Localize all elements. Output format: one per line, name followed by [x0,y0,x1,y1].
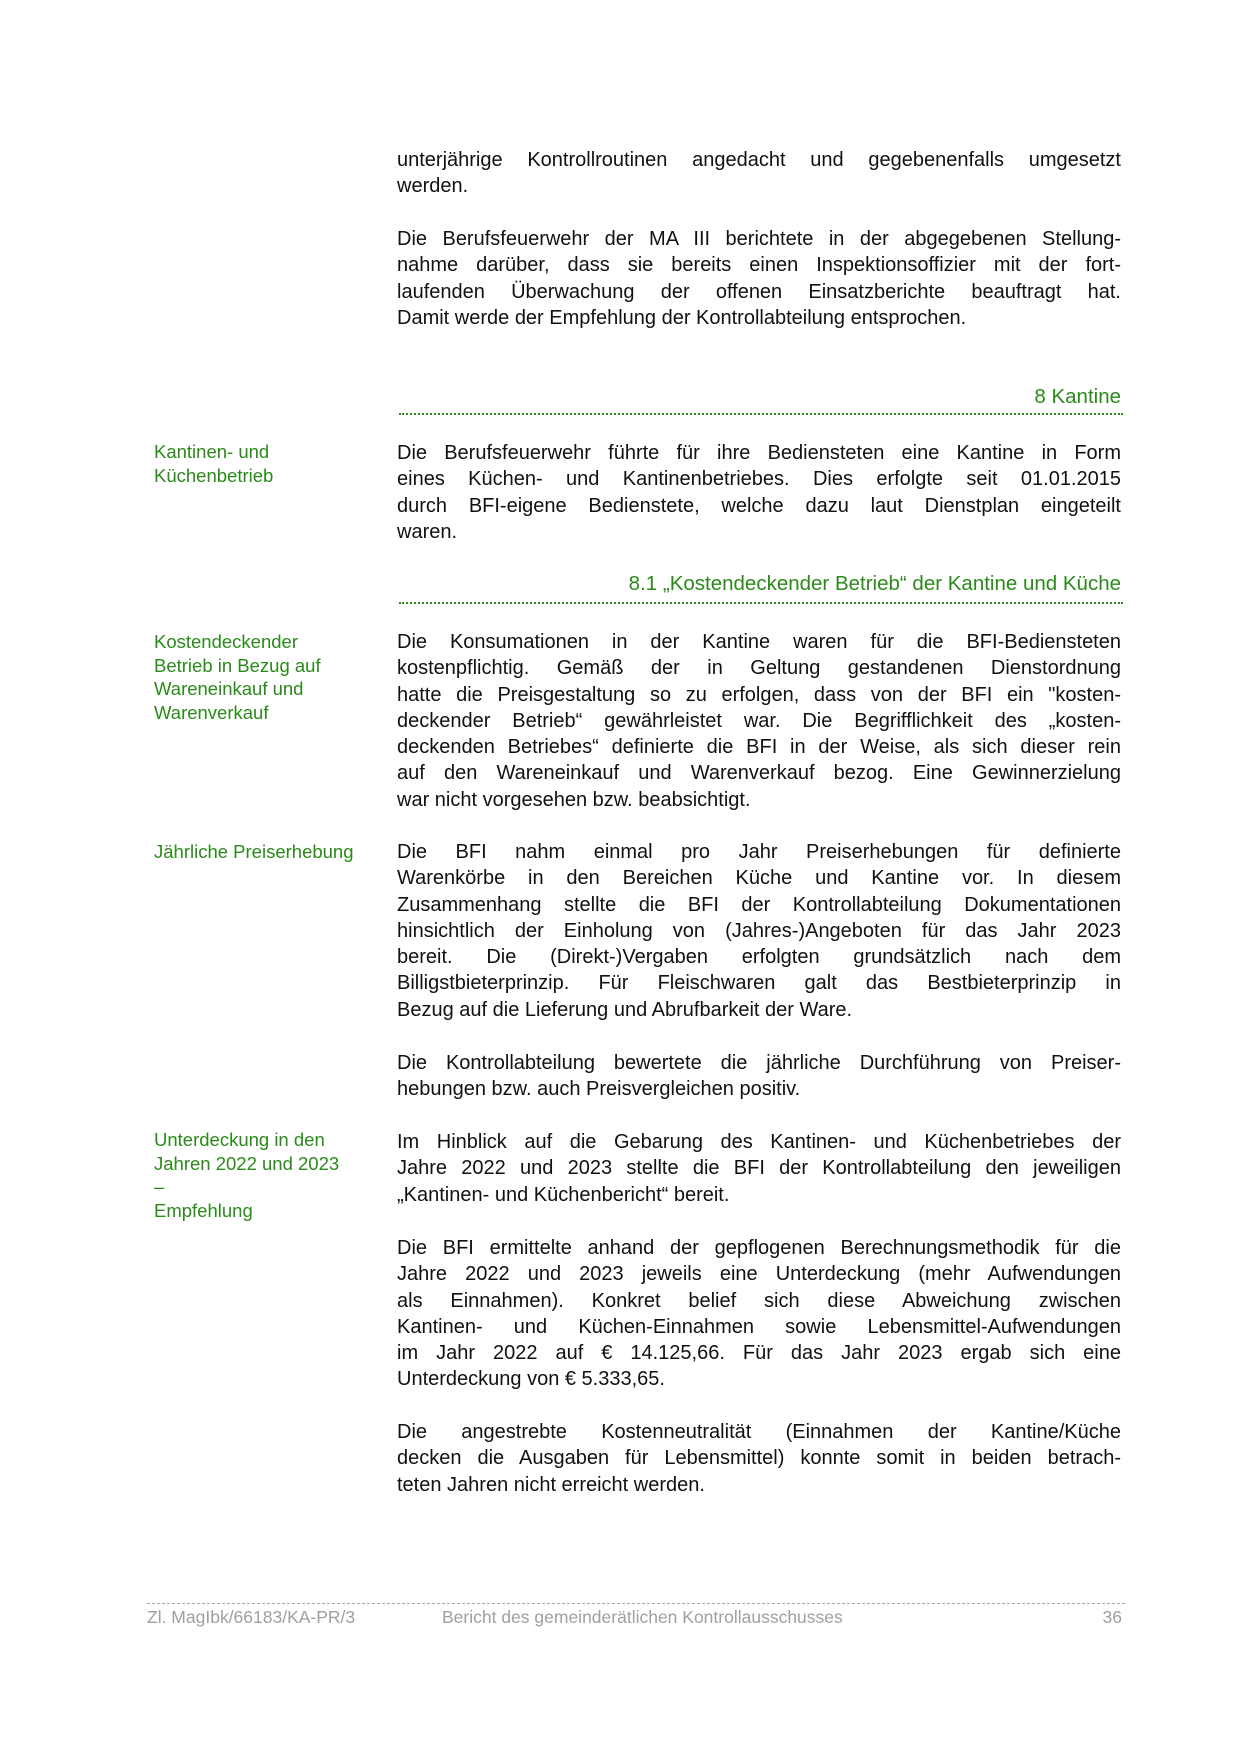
text-line: Die BFI ermittelte anhand der gepflogenen Berechnungsmethodik für die [397,1237,1121,1259]
margin-note-line: Kantinen- und [154,441,270,462]
text-line: Billigstbieterprinzip. Für Fleischwaren galt das Bestbieterprinzip in [397,972,1121,995]
text-line: bereit. Die (Direkt-)Vergaben erfolgten grundsätzlich nach dem [397,946,1121,969]
footer-title: Bericht des gemeinderätlichen Kontrollausschusses [442,1607,843,1627]
text-line: eines Küchen- und Kantinenbetriebes. Dies erfolgte seit 01.01.2015 [397,468,1121,491]
margin-note-line: Betrieb in Bezug auf [154,654,321,676]
text-line: Die Kontrollabteilung bewertete die jährliche Durchführung von Preiser- [397,1052,1121,1074]
text-line: waren. [397,520,458,543]
margin-note [154,630,384,724]
text-line: laufenden Überwachung der offenen Einsatzberichte beauftragt hat. [397,280,1121,303]
text-line: hinsichtlich der Einholung von (Jahres-)Angeboten für das Jahr 2023 [397,919,1121,942]
text-line: Die Berufsfeuerwehr führte für ihre Bediensteten eine Kantine in Form [397,442,1121,464]
paragraph [397,1050,1121,1103]
text-line: Jahre 2022 und 2023 jeweils eine Unterdeckung (mehr Aufwendungen [397,1263,1121,1286]
margin-note-line: Warenverkauf [154,701,269,723]
text-line: Zusammenhang stellte die BFI der Kontrollabteilung Dokumentationen [397,893,1121,916]
text-line: Damit werde der Empfehlung der Kontrollabteilung entsprochen. [397,306,967,329]
margin-note-line: Jahren 2022 und 2023 [154,1152,340,1174]
margin-note [154,840,384,864]
paragraph [397,147,1121,200]
paragraph [397,1235,1121,1393]
text-line: war nicht vorgesehen bzw. beabsichtigt. [397,788,751,811]
text-line: Die angestrebte Kostenneutralität (Einnahmen der Kantine/Küche [397,1421,1121,1443]
heading-divider [399,413,1123,415]
text-line: hatte die Preisgestaltung so zu erfolgen, dass von der BFI ein "kosten- [397,683,1121,706]
footer-divider [147,1603,1125,1604]
text-line: nahme darüber, dass sie bereits einen Inspektionsoffizier mit der fort- [397,254,1121,277]
paragraph [397,1129,1121,1208]
margin-note-line: Jährliche Preiserhebung [154,841,354,862]
text-line: Im Hinblick auf die Gebarung des Kantinen- und Küchenbetriebes der [397,1131,1121,1153]
text-line: durch BFI-eigene Bedienstete, welche dazu laut Dienstplan eingeteilt [397,494,1121,517]
text-line: Unterdeckung von € 5.333,65. [397,1368,665,1391]
paragraph [397,629,1121,813]
text-line: kostenpflichtig. Gemäß der in Geltung gestandenen Dienstordnung [397,657,1121,680]
margin-note [154,440,384,487]
paragraph [397,1419,1121,1498]
footer-reference: Zl. MagIbk/66183/KA-PR/3 [147,1607,356,1627]
text-line: Die Konsumationen in der Kantine waren für die BFI-Bediensteten [397,631,1121,653]
paragraph [397,226,1121,331]
margin-note-line: Kostendeckender [154,631,298,652]
margin-note [154,1128,384,1222]
margin-note-line: Küchenbetrieb [154,464,274,486]
margin-note-line: Unterdeckung in den [154,1129,325,1150]
text-line: werden. [397,175,469,198]
text-line: Die BFI nahm einmal pro Jahr Preiserhebungen für definierte [397,841,1121,863]
text-line: hebungen bzw. auch Preisvergleichen positiv. [397,1078,801,1101]
text-line: „Kantinen- und Küchenbericht“ bereit. [397,1183,730,1206]
heading-divider [399,602,1123,604]
text-line: Warenkörbe in den Bereichen Küche und Kantine vor. In diesem [397,867,1121,890]
text-line: decken die Ausgaben für Lebensmittel) konnte somit in beiden betrach- [397,1447,1121,1470]
text-line: Bezug auf die Lieferung und Abrufbarkeit der Ware. [397,998,853,1021]
text-line: als Einnahmen). Konkret belief sich diese Abweichung zwischen [397,1289,1121,1312]
text-line: deckender Betrieb“ gewährleistet war. Die Begrifflichkeit des „kosten- [397,709,1121,732]
margin-note-line: – [154,1176,165,1197]
text-line: Die Berufsfeuerwehr der MA III berichtete in der abgegebenen Stellung- [397,228,1121,250]
margin-note-line: Empfehlung [154,1199,253,1221]
text-line: im Jahr 2022 auf € 14.125,66. Für das Jahr 2023 ergab sich eine [397,1342,1121,1365]
text-line: unterjährige Kontrollroutinen angedacht und gegebenenfalls umgesetzt [397,149,1121,171]
section-heading-8: 8 Kantine [1034,385,1121,408]
margin-note-line: Wareneinkauf und [154,678,304,699]
paragraph [397,839,1121,1023]
paragraph [397,440,1121,545]
text-line: Kantinen- und Küchen-Einnahmen sowie Lebensmittel-Aufwendungen [397,1315,1121,1338]
section-heading-8-1: 8.1 „Kostendeckender Betrieb“ der Kantine und Küche [628,572,1121,595]
text-line: Jahre 2022 und 2023 stellte die BFI der Kontrollabteilung den jeweiligen [397,1157,1121,1180]
page-number: 36 [1102,1607,1122,1627]
text-line: auf den Wareneinkauf und Warenverkauf bezog. Eine Gewinnerzielung [397,762,1121,785]
text-line: deckenden Betriebes“ definierte die BFI in der Weise, als sich dieser rein [397,736,1121,759]
text-line: teten Jahren nicht erreicht werden. [397,1473,705,1496]
